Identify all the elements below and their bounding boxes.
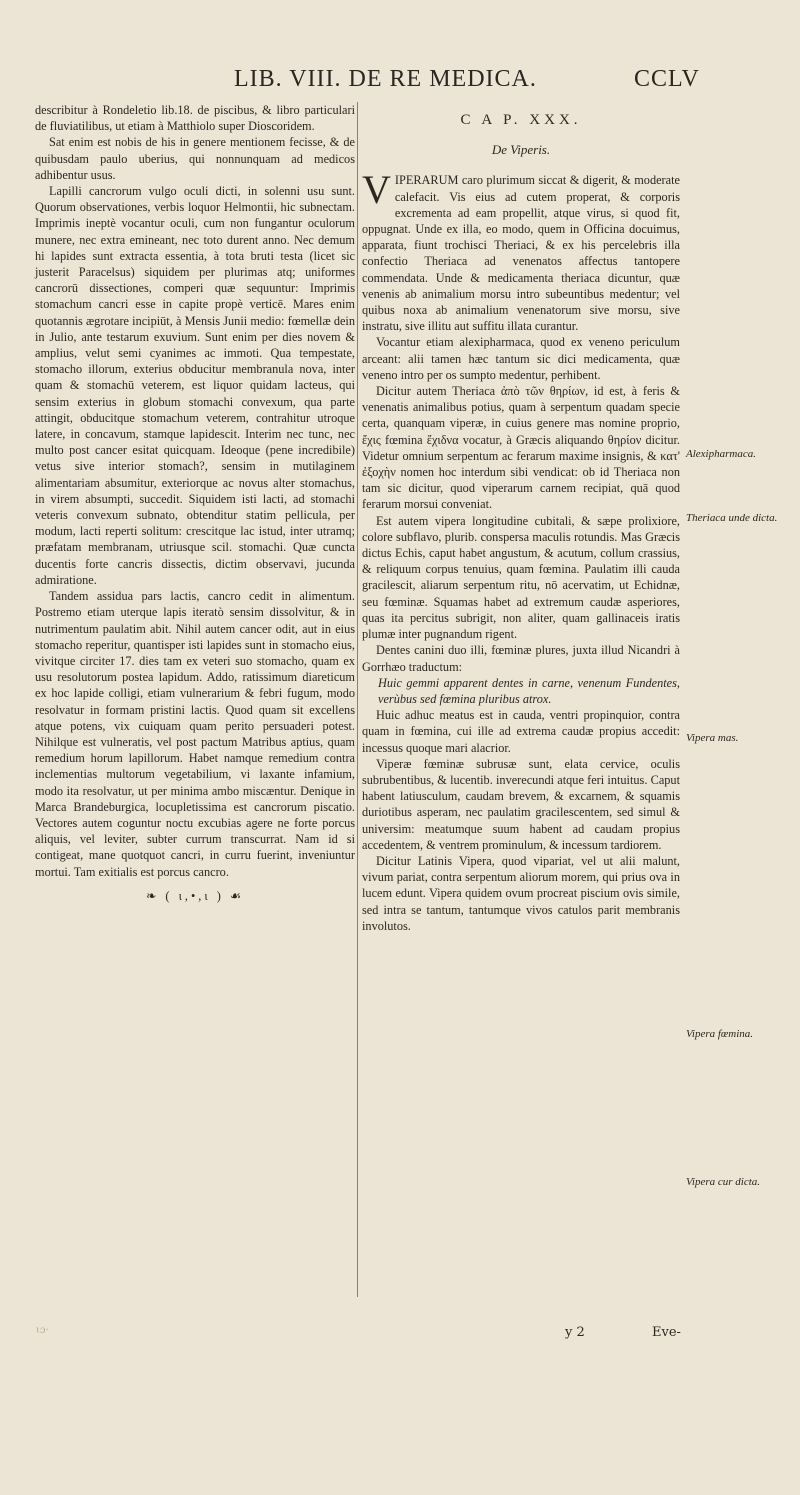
- right-paragraph-5: Dentes canini duo illi, fœminæ plures, juxta illud Nicandri à Gorrhæo traductum:: [362, 643, 680, 674]
- left-paragraph-4: Tandem assidua pars lactis, cancro cedit in alimentum. Postremo etiam uterque lapis iteratò sensim dissolvitur, & in nutrimentum paulatim abit. Nihil autem cancer odit, aut in eius stomacho reperitur, quantisper isti lapides sunt in stomacho eius, vivitque circiter 17. dies tam ex veteri suo stomacho, quam ex usu resolutorum postea lapidum. Addo, ratissimum diareticum ex hoc lapide colligi, etiam vulnerarium & febri fugum, modo resolvatur in formam pristini lactis. Quod quam sit excellens atque potens, vix cuiquam quam perito persuaderi potest. Nihilque est vulneratis, vel post pactum Matribus aptius, quam remedium horum lapillorum. Habet namque remedium contra inclementias multorum vegetabilium, vi laxante infamium, modo ita resolvatur, ut per minima ambo miscæntur. Denique in Marca Brandeburgica, locupletissima est cancrorum piscatio. Vectores autem coguntur noctu excubias agere ne forte porcus aliquis, vel leviter, subter currum transcurrat. Nam id si contigeat, mane quotquot cancri, in curru fuerint, inveniuntur mortui. Tam exitialis est porcus cancro.: [35, 589, 355, 879]
- chapter-heading: C A P. XXX.: [460, 112, 582, 128]
- tailpiece-ornament: ❧ ( ɩ,•,ɩ ) ☙: [146, 888, 244, 903]
- right-paragraph-6: Huic adhuc meatus est in cauda, ventri propinquior, contra quam in fœmina, cui ille ad extrema caudæ propius accedit: incessus quoque mari alacrior.: [362, 708, 680, 755]
- left-paragraph-1: describitur à Rondeletio lib.18. de piscibus, & libro particulari de fluviatilibus, ut etiam à Matthiolo super Dioscoridem.: [35, 103, 355, 134]
- margin-note-vipera-foemina: Vipera fœmina.: [686, 1028, 754, 1040]
- left-paragraph-2: Sat enim est nobis de his in genere mentionem fecisse, & de quibusdam paulo uberius, qui nonnunquam ad medicos adhibentur usus.: [35, 135, 355, 182]
- running-header: [0, 66, 800, 96]
- left-column: [35, 102, 355, 904]
- verse-quotation: Huic gemmi apparent dentes in carne, venenum Fundentes, verùbus sed fœmina pluribus atrox.: [378, 675, 680, 706]
- signature-mark: y 2: [565, 1325, 585, 1340]
- stray-mark: ɩɔ·: [36, 1325, 49, 1336]
- left-paragraph-3: Lapilli cancrorum vulgo oculi dicti, in solenni usu sunt. Quorum observationes, verbis loquor Helmontii, hic subnectam. Imprimis ineptè vocantur oculi, cum non fungantur oculorum munere, nec extra emineant, nec toto durent anno. Nec demum hi lapides sunt extracta essentia, à tota bruti testa (licet sic justerit Paracelsus) siquidem per plurimas atq; uniformes cancrorū dissectiones, comperi quæ sequuntur: Imprimis stomachum cancri esse in capite propè verticē. Mares enim quotannis ægrotare incipiūt, à Mensis Junii medio: fœmellæ dein in Julio, ante testarum exuvium. Sunt enim per dies novem & amplius, velut semi cyanimes ac immoti. Qua tempestate, stomacho illorum, exterius obducitur membranula nova, inter quam & stomachū veterem, est liquor quidam lacteus, qui sensim exterius in globum stomachi convexum, qua parte attingit, obducitque stomachum veterem, contrahitur utroque latere, in concavum, stamque lapidescit. Interim nec tunc, nec multo post cancer esitat quicquam. Ideoque (pene incredibile) vetus sive interior stomach?, sensim in mutilaginem alimentariam absumitur, exteriorque ac novus alter stomachus, in virem absumpti, succedit. Siquidem isti lacti, ad stomachi veteris convexum subnato, obtenditur statim pellicula, per modum, lacti reperti solitum: crescitque lac istud, inter utramq; præfatam membranam, utriusque scil. stomachi. Quæ cuncta ducentis forte cancris dissectis, dictim observavi, jucunda admiratione.: [35, 184, 355, 587]
- right-paragraph-4: Est autem vipera longitudine cubitali, & sæpe prolixiore, colore subflavo, plurib. conspersa maculis rotundis. Mas Græcis dictus Echis, caput habet angustum, & acutum, collum crassius, & reliquum corpus tenuius, quam fœmina. Paulatim illi cauda gracilescit, aliarum serpentum ritu, nō acervatim, ut Echidnæ, seu fœminæ. Squamas habet ad extremum caudæ asperiores, quas ita percitus subrigit, non aliter, quam gallinaceis iratis plumæ inter pugnandum rigent.: [362, 513, 680, 642]
- right-paragraph-2: Vocantur etiam alexipharmaca, quod ex veneno periculum arceant: alii tamen hæc tantum sic dici medicamenta, quæ veneno intro per os sumpto medentur, perhibent.: [362, 335, 680, 382]
- running-title: LIB. VIII. DE RE MEDICA.: [234, 66, 537, 92]
- drop-capital: V: [362, 167, 391, 213]
- right-paragraph-1: IPERARUM caro plurimum siccat & digerit, & moderate calefacit. Vis eius ad cutem properat, & corporis excrementa ad eam propellit, atque virus, si quod fit, oppugnat. Unde ex illa, eo modo, quem in Officina docuimus, apparata, fiunt trochisci Theriaci, & ex his percelebris illa confectio Theriaca ad venenatos affectus tantopere commendata. Unde & medicamenta theriaca dicuntur, quæ venenis ab animalium morsu intro subeuntibus medentur; vel quibus noxa ab animalium venenatorum sive morsu, sive instratu, sive illitu aut suffitu illata curantur.: [362, 173, 680, 334]
- catchword: Eve-: [652, 1325, 681, 1340]
- chapter-subtitle: De Viperis.: [491, 142, 551, 158]
- folio-number: CCLV: [634, 66, 700, 92]
- column-rule: [357, 102, 358, 1297]
- margin-note-vipera-mas: Vipera mas.: [686, 732, 739, 744]
- right-column: [362, 102, 680, 934]
- margin-note-theriaca: Theriaca unde dicta.: [686, 512, 778, 524]
- margin-note-vipera-cur: Vipera cur dicta.: [686, 1176, 761, 1188]
- right-paragraph-3: Dicitur autem Theriaca ἀπὸ τῶν θηρίων, id est, à feris & venenatis animalibus potius, quam à serpentum quadam specie certa, quanquam viperæ, in cuius genere mas nomine proprio, ἔχις fœmina ἔχιδνα vocatur, à Græcis aliquando θηρίον dicitur. Videtur omnium serpentum ac ferarum maxime insignis, & κατ' ἐξοχὴν nomen hoc interdum sibi vendicat: ob id Theriaca non tam sic dicitur, quod viperarum carnem recipiat, quā quod ferarum morsui conveniat.: [362, 384, 680, 512]
- right-paragraph-8: Dicitur Latinis Vipera, quod vipariat, vel ut alii malunt, vivum pariat, contra serpentum aliorum morem, qui prius ova in lucem edunt. Vipera quidem ovum procreat piscium ovis simile, sed intra se tantum, tantumque vivos catulos parit membranis involutos.: [362, 853, 680, 933]
- right-paragraph-7: Viperæ fœminæ subrusæ sunt, elata cervice, oculis subrubentibus, & lucentib. inverecundi atque feri intuitus. Caput habent latiusculum, caudam brevem, & excarnem, & squamis duriotibus asperam, nec paulatim gracilescentem, sed simul & universim: meatumque suum habent ad caudam propius accedentem, & ventrem prominulum, & incessum tardiorem.: [362, 756, 680, 852]
- margin-note-alexipharmaca: Alexipharmaca.: [686, 448, 756, 460]
